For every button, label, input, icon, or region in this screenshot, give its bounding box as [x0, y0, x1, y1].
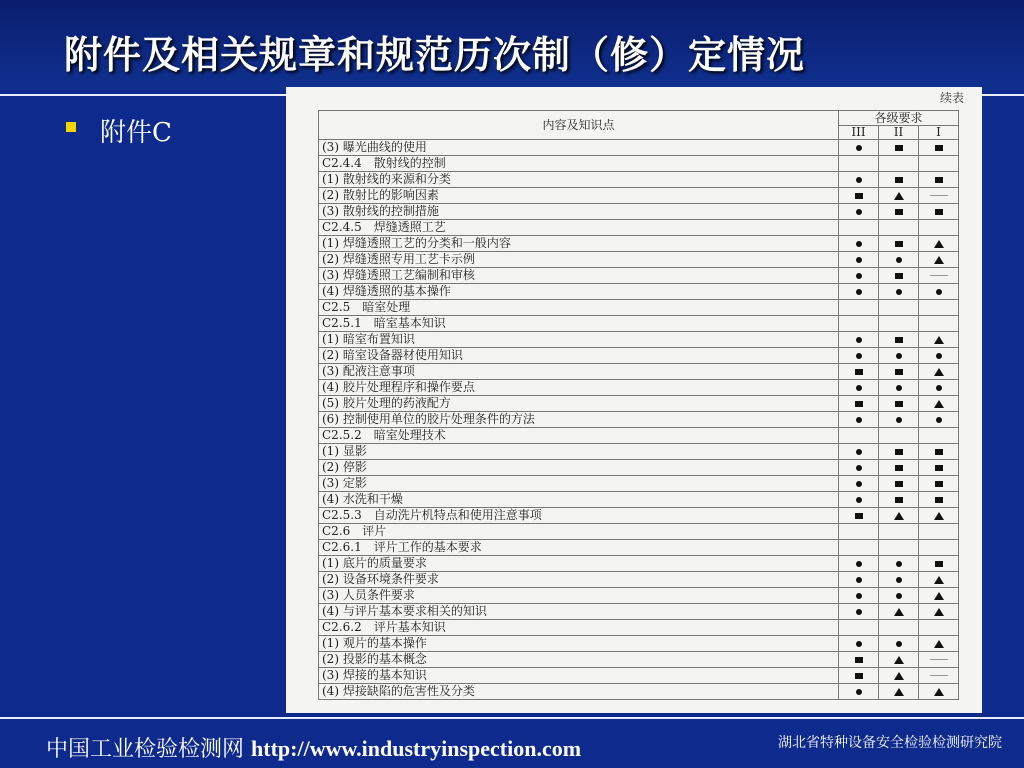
- level-cell: [879, 620, 919, 636]
- dot-icon: [856, 561, 862, 567]
- level-cell: [879, 652, 919, 668]
- dash-icon: [930, 659, 948, 660]
- table-row: [319, 396, 959, 412]
- row-content: (1) 底片的质量要求: [319, 556, 839, 572]
- dash-icon: [930, 275, 948, 276]
- level-cell: [919, 476, 959, 492]
- level-cell: [879, 300, 919, 316]
- table-row: [319, 220, 959, 236]
- footer-url: http://www.industryinspection.com: [251, 736, 582, 761]
- table-row: [319, 332, 959, 348]
- row-content: C2.5.3 自动洗片机特点和使用注意事项: [319, 508, 839, 524]
- table-row: [319, 684, 959, 700]
- table-row: [319, 572, 959, 588]
- level-cell: [919, 268, 959, 284]
- square-icon: [935, 145, 943, 151]
- table-row: [319, 524, 959, 540]
- level-cell: [839, 492, 879, 508]
- table-row: [319, 636, 959, 652]
- level-cell: [879, 204, 919, 220]
- level-cell: [839, 620, 879, 636]
- square-icon: [895, 241, 903, 247]
- level-cell: [919, 204, 959, 220]
- row-content: C2.4.4 散射线的控制: [319, 156, 839, 172]
- requirements-table: [318, 110, 959, 700]
- triangle-icon: [934, 368, 944, 376]
- table-row: [319, 300, 959, 316]
- table-row: [319, 364, 959, 380]
- level-cell: [839, 444, 879, 460]
- table-row: [319, 652, 959, 668]
- level-cell: [919, 652, 959, 668]
- level-cell: [919, 572, 959, 588]
- table-row: [319, 284, 959, 300]
- dot-icon: [856, 577, 862, 583]
- row-content: (2) 暗室设备器材使用知识: [319, 348, 839, 364]
- triangle-icon: [934, 256, 944, 264]
- triangle-icon: [934, 400, 944, 408]
- level-cell: [839, 236, 879, 252]
- level-cell: [839, 204, 879, 220]
- square-icon: [895, 449, 903, 455]
- square-icon: [935, 497, 943, 503]
- dot-icon: [896, 593, 902, 599]
- dot-icon: [856, 241, 862, 247]
- triangle-icon: [894, 608, 904, 616]
- level-cell: [919, 508, 959, 524]
- dot-icon: [936, 385, 942, 391]
- scanned-table-image: [286, 87, 982, 713]
- level-cell: [839, 140, 879, 156]
- level-cell: [919, 252, 959, 268]
- dot-icon: [936, 289, 942, 295]
- row-content: (4) 与评片基本要求相关的知识: [319, 604, 839, 620]
- level-cell: [879, 524, 919, 540]
- level-cell: [919, 300, 959, 316]
- continuation-label: 续表: [939, 91, 964, 105]
- level-cell: [919, 620, 959, 636]
- level-cell: [839, 220, 879, 236]
- level-cell: [839, 348, 879, 364]
- table-row: [319, 380, 959, 396]
- level-cell: [839, 156, 879, 172]
- level-cell: [879, 508, 919, 524]
- dot-icon: [936, 353, 942, 359]
- level-cell: [879, 572, 919, 588]
- square-icon: [935, 465, 943, 471]
- dot-icon: [856, 417, 862, 423]
- level-cell: [879, 636, 919, 652]
- level-cell: [919, 428, 959, 444]
- table-row: [319, 236, 959, 252]
- triangle-icon: [894, 672, 904, 680]
- triangle-icon: [934, 240, 944, 248]
- dot-icon: [896, 561, 902, 567]
- level-cell: [879, 556, 919, 572]
- row-content: (6) 控制使用单位的胶片处理条件的方法: [319, 412, 839, 428]
- row-content: C2.4.5 焊缝透照工艺: [319, 220, 839, 236]
- level-cell: [919, 604, 959, 620]
- triangle-icon: [894, 512, 904, 520]
- row-content: (2) 停影: [319, 460, 839, 476]
- level-cell: [839, 252, 879, 268]
- level-cell: [839, 636, 879, 652]
- level-cell: [839, 652, 879, 668]
- row-content: (4) 焊接缺陷的危害性及分类: [319, 684, 839, 700]
- level-cell: [879, 156, 919, 172]
- level-cell: [919, 524, 959, 540]
- dot-icon: [896, 353, 902, 359]
- table-row: [319, 428, 959, 444]
- level-cell: [879, 364, 919, 380]
- triangle-icon: [934, 512, 944, 520]
- table-row: [319, 604, 959, 620]
- level-cell: [919, 220, 959, 236]
- table-row: [319, 556, 959, 572]
- triangle-icon: [934, 608, 944, 616]
- row-content: (3) 散射线的控制措施: [319, 204, 839, 220]
- dot-icon: [856, 289, 862, 295]
- level-header-ii: II: [879, 125, 919, 140]
- dot-icon: [856, 641, 862, 647]
- row-content: (3) 曝光曲线的使用: [319, 140, 839, 156]
- level-cell: [919, 460, 959, 476]
- dot-icon: [856, 257, 862, 263]
- level-cell: [839, 540, 879, 556]
- dot-icon: [856, 481, 862, 487]
- level-cell: [839, 604, 879, 620]
- row-content: C2.5.2 暗室处理技术: [319, 428, 839, 444]
- square-icon: [895, 337, 903, 343]
- square-icon: [855, 657, 863, 663]
- triangle-icon: [934, 640, 944, 648]
- dot-icon: [856, 689, 862, 695]
- level-cell: [879, 348, 919, 364]
- triangle-icon: [894, 688, 904, 696]
- row-content: (3) 配液注意事项: [319, 364, 839, 380]
- row-content: (1) 焊缝透照工艺的分类和一般内容: [319, 236, 839, 252]
- row-content: (4) 焊缝透照的基本操作: [319, 284, 839, 300]
- level-cell: [839, 476, 879, 492]
- level-header-iii: III: [839, 125, 879, 140]
- row-content: (3) 人员条件要求: [319, 588, 839, 604]
- square-icon: [895, 369, 903, 375]
- row-content: C2.5 暗室处理: [319, 300, 839, 316]
- level-cell: [919, 412, 959, 428]
- square-icon: [895, 273, 903, 279]
- dot-icon: [896, 385, 902, 391]
- level-cell: [919, 188, 959, 204]
- level-cell: [919, 588, 959, 604]
- level-cell: [919, 156, 959, 172]
- row-content: (4) 胶片处理程序和操作要点: [319, 380, 839, 396]
- level-cell: [839, 524, 879, 540]
- dash-icon: [930, 675, 948, 676]
- dot-icon: [856, 385, 862, 391]
- level-cell: [919, 684, 959, 700]
- table-row: [319, 668, 959, 684]
- row-content: C2.6 评片: [319, 524, 839, 540]
- table-row: [319, 140, 959, 156]
- level-cell: [879, 236, 919, 252]
- table-row: [319, 156, 959, 172]
- level-cell: [919, 140, 959, 156]
- dot-icon: [856, 209, 862, 215]
- row-content: C2.6.2 评片基本知识: [319, 620, 839, 636]
- triangle-icon: [934, 576, 944, 584]
- level-cell: [879, 268, 919, 284]
- level-cell: [839, 460, 879, 476]
- square-icon: [895, 177, 903, 183]
- level-cell: [839, 300, 879, 316]
- level-cell: [879, 332, 919, 348]
- level-cell: [879, 492, 919, 508]
- level-cell: [879, 380, 919, 396]
- square-icon: [855, 401, 863, 407]
- row-content: (2) 焊缝透照专用工艺卡示例: [319, 252, 839, 268]
- square-icon: [855, 513, 863, 519]
- dot-icon: [856, 609, 862, 615]
- footer-site-name: 中国工业检验检测网: [46, 737, 245, 762]
- level-cell: [879, 684, 919, 700]
- level-cell: [839, 508, 879, 524]
- square-icon: [895, 401, 903, 407]
- level-cell: [919, 172, 959, 188]
- level-cell: [839, 684, 879, 700]
- table-row: [319, 172, 959, 188]
- dot-icon: [896, 257, 902, 263]
- footer-institute: 湖北省特种设备安全检验检测研究院: [778, 735, 1002, 751]
- dot-icon: [856, 145, 862, 151]
- level-cell: [879, 396, 919, 412]
- level-cell: [839, 668, 879, 684]
- dot-icon: [896, 289, 902, 295]
- level-cell: [879, 140, 919, 156]
- dot-icon: [856, 449, 862, 455]
- table-row: [319, 588, 959, 604]
- table-row: [319, 316, 959, 332]
- footer-left: [46, 732, 581, 763]
- level-cell: [919, 348, 959, 364]
- square-icon: [855, 673, 863, 679]
- content-column-header: 内容及知识点: [319, 111, 839, 140]
- level-cell: [879, 604, 919, 620]
- square-icon: [935, 481, 943, 487]
- row-content: (1) 暗室布置知识: [319, 332, 839, 348]
- level-cell: [839, 588, 879, 604]
- dot-icon: [856, 273, 862, 279]
- dot-icon: [856, 497, 862, 503]
- table-row: [319, 348, 959, 364]
- table-body: [319, 140, 959, 700]
- level-header-i: I: [919, 125, 959, 140]
- table-row: [319, 412, 959, 428]
- level-cell: [839, 412, 879, 428]
- row-content: (1) 显影: [319, 444, 839, 460]
- triangle-icon: [894, 192, 904, 200]
- dot-icon: [856, 337, 862, 343]
- triangle-icon: [934, 688, 944, 696]
- level-cell: [879, 428, 919, 444]
- level-cell: [839, 364, 879, 380]
- level-cell: [919, 332, 959, 348]
- level-cell: [839, 332, 879, 348]
- level-cell: [919, 396, 959, 412]
- level-cell: [839, 396, 879, 412]
- level-cell: [839, 556, 879, 572]
- bullet-square-icon: [66, 122, 76, 132]
- table-row: [319, 540, 959, 556]
- square-icon: [935, 449, 943, 455]
- square-icon: [855, 193, 863, 199]
- level-cell: [839, 572, 879, 588]
- level-cell: [879, 412, 919, 428]
- row-content: (2) 设备环境条件要求: [319, 572, 839, 588]
- level-cell: [879, 316, 919, 332]
- table-row: [319, 460, 959, 476]
- table-row: [319, 508, 959, 524]
- level-cell: [919, 668, 959, 684]
- row-content: (1) 散射线的来源和分类: [319, 172, 839, 188]
- level-cell: [839, 380, 879, 396]
- triangle-icon: [894, 656, 904, 664]
- dot-icon: [856, 353, 862, 359]
- square-icon: [895, 497, 903, 503]
- level-cell: [879, 588, 919, 604]
- level-cell: [839, 284, 879, 300]
- triangle-icon: [934, 592, 944, 600]
- row-content: (1) 观片的基本操作: [319, 636, 839, 652]
- level-cell: [879, 444, 919, 460]
- level-cell: [879, 172, 919, 188]
- square-icon: [895, 145, 903, 151]
- square-icon: [895, 465, 903, 471]
- table-row: [319, 492, 959, 508]
- level-cell: [879, 668, 919, 684]
- dot-icon: [856, 465, 862, 471]
- table-row: [319, 252, 959, 268]
- square-icon: [935, 209, 943, 215]
- square-icon: [855, 369, 863, 375]
- table-row: [319, 476, 959, 492]
- dot-icon: [896, 417, 902, 423]
- square-icon: [895, 209, 903, 215]
- level-cell: [919, 316, 959, 332]
- level-cell: [919, 636, 959, 652]
- table-row: [319, 188, 959, 204]
- level-cell: [879, 188, 919, 204]
- level-cell: [879, 476, 919, 492]
- bullet-text: 附件C: [100, 118, 172, 148]
- level-cell: [919, 492, 959, 508]
- square-icon: [895, 481, 903, 487]
- dot-icon: [856, 177, 862, 183]
- row-content: (3) 焊缝透照工艺编制和审核: [319, 268, 839, 284]
- table-row: [319, 268, 959, 284]
- level-cell: [879, 220, 919, 236]
- level-cell: [919, 444, 959, 460]
- row-content: C2.5.1 暗室基本知识: [319, 316, 839, 332]
- bottom-divider: [0, 717, 1024, 719]
- level-cell: [919, 380, 959, 396]
- level-cell: [839, 172, 879, 188]
- level-cell: [919, 236, 959, 252]
- dot-icon: [856, 593, 862, 599]
- level-cell: [919, 556, 959, 572]
- row-content: (5) 胶片处理的药液配方: [319, 396, 839, 412]
- square-icon: [935, 561, 943, 567]
- level-cell: [839, 188, 879, 204]
- level-cell: [919, 540, 959, 556]
- level-cell: [879, 540, 919, 556]
- row-content: (2) 投影的基本概念: [319, 652, 839, 668]
- row-content: (3) 焊接的基本知识: [319, 668, 839, 684]
- row-content: (4) 水洗和干燥: [319, 492, 839, 508]
- level-cell: [879, 284, 919, 300]
- dot-icon: [936, 417, 942, 423]
- row-content: (3) 定影: [319, 476, 839, 492]
- level-cell: [839, 316, 879, 332]
- slide-title: 附件及相关规章和规范历次制（修）定情况: [64, 33, 806, 77]
- level-cell: [919, 284, 959, 300]
- triangle-icon: [934, 336, 944, 344]
- table-row: [319, 204, 959, 220]
- table-row: [319, 444, 959, 460]
- dot-icon: [896, 577, 902, 583]
- row-content: (2) 散射比的影响因素: [319, 188, 839, 204]
- level-cell: [879, 252, 919, 268]
- level-cell: [879, 460, 919, 476]
- levels-column-header: 各级要求: [839, 111, 959, 126]
- table-row: [319, 620, 959, 636]
- level-cell: [839, 428, 879, 444]
- level-cell: [839, 268, 879, 284]
- square-icon: [935, 177, 943, 183]
- dot-icon: [896, 641, 902, 647]
- level-cell: [919, 364, 959, 380]
- row-content: C2.6.1 评片工作的基本要求: [319, 540, 839, 556]
- dash-icon: [930, 195, 948, 196]
